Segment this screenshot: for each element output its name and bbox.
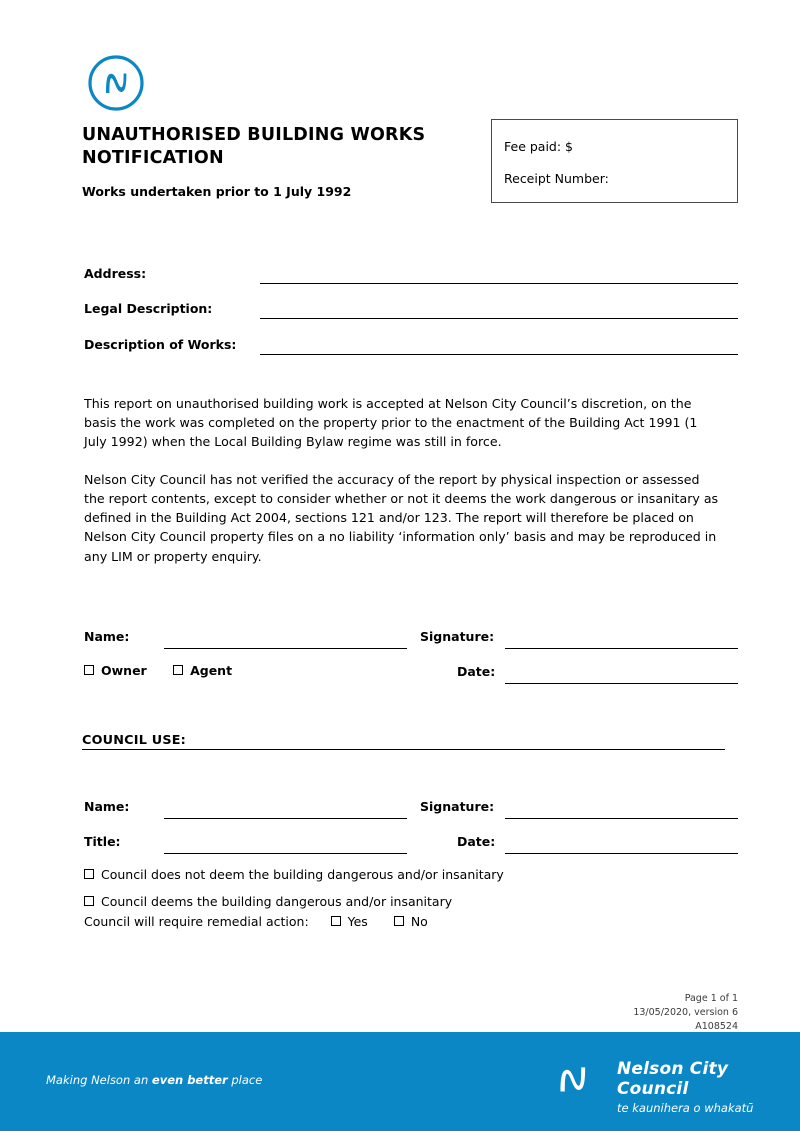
council-not-dangerous-checkbox[interactable]	[84, 867, 504, 882]
council-use-divider	[82, 749, 725, 750]
council-dangerous-label: Council deems the building dangerous and/or insanitary	[101, 894, 453, 909]
applicant-name-input[interactable]	[164, 648, 407, 649]
agent-checkbox[interactable]	[173, 663, 232, 678]
legal-description-input[interactable]	[260, 318, 738, 319]
checkbox-icon[interactable]	[173, 665, 183, 675]
body-paragraph-1: This report on unauthorised building work is accepted at Nelson City Council’s discretion, on the basis the work was completed on the property prior to the enactment of the Building Act 1991 (1 July 1992) when the Local Building Bylaw regime was still in force.	[84, 396, 698, 450]
applicant-name-label: Name:	[84, 629, 130, 644]
remedial-action-label: Council will require remedial action:	[84, 914, 309, 929]
nelson-city-council-logo-icon	[88, 55, 144, 111]
fee-paid-label: Fee paid: $	[504, 139, 574, 154]
checkbox-icon[interactable]	[84, 665, 94, 675]
page-subtitle: Works undertaken prior to 1 July 1992	[82, 184, 352, 200]
footer-tagline	[46, 1073, 262, 1087]
document-meta	[633, 992, 738, 1033]
remedial-no-label: No	[410, 914, 428, 929]
council-title-label: Title:	[84, 834, 121, 849]
checkbox-icon[interactable]	[84, 896, 94, 906]
checkbox-icon[interactable]	[331, 916, 341, 926]
council-not-dangerous-label: Council does not deem the building dangerous and/or insanitary	[101, 867, 504, 882]
remedial-action-row	[84, 914, 450, 929]
description-of-works-label: Description of Works:	[84, 337, 237, 352]
footer-logo-icon	[548, 1054, 598, 1104]
footer-brand-line2: te kaunihera o whakatū	[617, 1101, 754, 1115]
address-label: Address:	[84, 266, 147, 281]
footer-tagline-bold: even better	[151, 1073, 228, 1087]
council-title-input[interactable]	[164, 853, 407, 854]
remedial-no-checkbox[interactable]	[394, 914, 428, 929]
council-date-label: Date:	[457, 834, 496, 849]
address-input[interactable]	[260, 283, 738, 284]
owner-checkbox[interactable]	[84, 663, 147, 678]
applicant-signature-label: Signature:	[420, 629, 495, 644]
footer-tagline-part1: Making Nelson an	[46, 1073, 152, 1087]
receipt-number-label: Receipt Number:	[504, 171, 609, 186]
council-name-input[interactable]	[164, 818, 407, 819]
council-signature-input[interactable]	[505, 818, 738, 819]
council-signature-label: Signature:	[420, 799, 495, 814]
version-info: 13/05/2020, version 6	[633, 1006, 738, 1018]
footer-brand	[617, 1059, 800, 1115]
owner-label: Owner	[101, 663, 147, 678]
checkbox-icon[interactable]	[394, 916, 404, 926]
page-title: UNAUTHORISED BUILDING WORKS NOTIFICATION	[82, 125, 426, 169]
remedial-yes-label: Yes	[347, 914, 368, 929]
council-use-heading: COUNCIL USE:	[82, 733, 187, 748]
agent-label: Agent	[190, 663, 233, 678]
document-id: A108524	[695, 1020, 738, 1032]
remedial-yes-checkbox[interactable]	[331, 914, 368, 929]
applicant-signature-input[interactable]	[505, 648, 738, 649]
legal-description-label: Legal Description:	[84, 301, 213, 316]
council-dangerous-checkbox[interactable]	[84, 894, 452, 909]
fee-box	[491, 119, 738, 203]
council-date-input[interactable]	[505, 853, 738, 854]
footer-brand-line1: Nelson City Council	[617, 1059, 729, 1099]
applicant-role-checkboxes	[84, 663, 254, 678]
footer-tagline-part2: place	[227, 1073, 263, 1087]
applicant-date-label: Date:	[457, 664, 496, 679]
body-paragraph-2: Nelson City Council has not verified the accuracy of the report by physical inspection or assessed the report contents, except to consider whether or not it deems the work dangerous or insanitary as defined in the Building Act 2004, sections 121 and/or 123. The report will therefore be placed on Nelson City Council property files on a no liability ‘information only’ basis and may be reproduced in any LIM or property enquiry.	[84, 472, 719, 564]
applicant-date-input[interactable]	[505, 683, 738, 684]
checkbox-icon[interactable]	[84, 869, 94, 879]
council-name-label: Name:	[84, 799, 130, 814]
page-number: Page 1 of 1	[684, 993, 738, 1004]
description-of-works-input[interactable]	[260, 354, 738, 355]
title-block	[82, 124, 482, 199]
